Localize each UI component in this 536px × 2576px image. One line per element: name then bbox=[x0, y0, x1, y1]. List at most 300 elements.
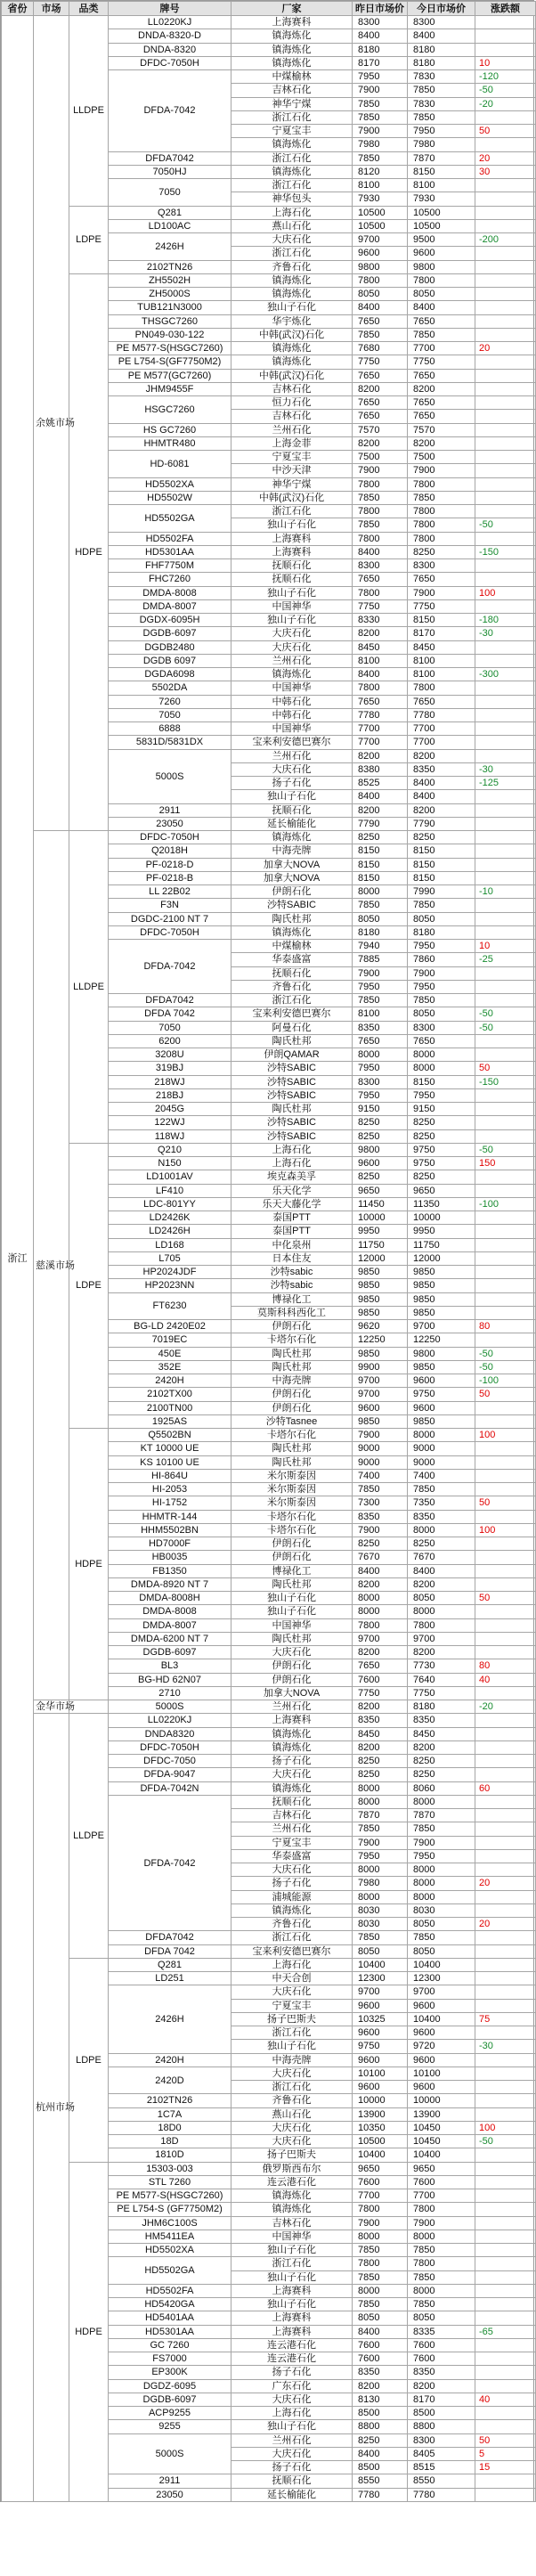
category-cell: LLDPE bbox=[69, 16, 109, 207]
today-price-cell: 9750 bbox=[408, 1157, 475, 1170]
change-cell: 100 bbox=[475, 586, 536, 599]
grade-cell: PE M577(GC7260) bbox=[109, 369, 231, 382]
change-cell bbox=[475, 1577, 536, 1591]
yesterday-price-cell: 8200 bbox=[353, 436, 408, 450]
grade-cell: HHM5502BN bbox=[109, 1523, 231, 1537]
today-price-cell: 8000 bbox=[408, 2230, 475, 2243]
market-cell: 金华市场 bbox=[34, 1700, 69, 1714]
producer-cell: 伊朗石化 bbox=[231, 1537, 353, 1551]
change-cell: 20 bbox=[475, 1918, 536, 1931]
change-cell bbox=[475, 1116, 536, 1129]
yesterday-price-cell: 10350 bbox=[353, 2121, 408, 2134]
change-cell: 20 bbox=[475, 342, 536, 355]
producer-cell: 独山子石化 bbox=[231, 790, 353, 803]
yesterday-price-cell: 9600 bbox=[353, 2026, 408, 2040]
change-cell bbox=[475, 423, 536, 436]
today-price-cell: 8150 bbox=[408, 1075, 475, 1088]
today-price-cell: 8500 bbox=[408, 2407, 475, 2420]
yesterday-price-cell: 9950 bbox=[353, 1225, 408, 1238]
change-cell: -65 bbox=[475, 2325, 536, 2338]
today-price-cell: 7980 bbox=[408, 138, 475, 151]
today-price-cell: 9720 bbox=[408, 2040, 475, 2053]
yesterday-price-cell: 9750 bbox=[353, 2040, 408, 2053]
today-price-cell: 8250 bbox=[408, 545, 475, 558]
change-cell bbox=[475, 1306, 536, 1319]
yesterday-price-cell: 8200 bbox=[353, 2379, 408, 2393]
grade-cell: 218BJ bbox=[109, 1088, 231, 1102]
category-cell: LDPE bbox=[69, 1143, 109, 1428]
change-cell bbox=[475, 1225, 536, 1238]
today-price-cell: 9850 bbox=[408, 1414, 475, 1428]
today-price-cell: 7800 bbox=[408, 273, 475, 287]
grade-cell: PF-0218-B bbox=[109, 871, 231, 884]
producer-cell: 中国神华 bbox=[231, 599, 353, 613]
yesterday-price-cell: 8250 bbox=[353, 1170, 408, 1184]
grade-cell: DFDA7042 bbox=[109, 1931, 231, 1944]
change-cell bbox=[475, 858, 536, 871]
today-price-cell: 8800 bbox=[408, 2420, 475, 2433]
change-cell bbox=[475, 1088, 536, 1102]
today-price-cell: 8450 bbox=[408, 1727, 475, 1740]
yesterday-price-cell: 7600 bbox=[353, 2175, 408, 2189]
today-price-cell: 8350 bbox=[408, 1714, 475, 1727]
producer-cell: 中韩(武汉)石化 bbox=[231, 369, 353, 382]
yesterday-price-cell: 8150 bbox=[353, 844, 408, 858]
change-cell bbox=[475, 1048, 536, 1062]
change-cell: -50 bbox=[475, 518, 536, 532]
change-cell bbox=[475, 1034, 536, 1048]
change-cell: 50 bbox=[475, 2433, 536, 2447]
grade-cell: HD5420GA bbox=[109, 2298, 231, 2311]
change-cell bbox=[475, 110, 536, 124]
today-price-cell: 7650 bbox=[408, 410, 475, 423]
change-cell bbox=[475, 654, 536, 667]
grade-cell: Q281 bbox=[109, 206, 231, 219]
grade-cell: DFDC-7050H bbox=[109, 56, 231, 69]
grade-cell: 7050 bbox=[109, 1021, 231, 1034]
change-cell: 50 bbox=[475, 125, 536, 138]
today-price-cell: 8350 bbox=[408, 762, 475, 776]
grade-cell: 7050 bbox=[109, 708, 231, 721]
yesterday-price-cell: 7650 bbox=[353, 695, 408, 708]
yesterday-price-cell: 9650 bbox=[353, 1184, 408, 1197]
grade-cell: LF410 bbox=[109, 1184, 231, 1197]
yesterday-price-cell: 7850 bbox=[353, 1822, 408, 1836]
producer-cell: 中韩(武汉)石化 bbox=[231, 328, 353, 341]
producer-cell: 浙江石化 bbox=[231, 247, 353, 260]
producer-cell: 镇海炼化 bbox=[231, 831, 353, 844]
today-price-cell: 12250 bbox=[408, 1333, 475, 1347]
today-price-cell: 9600 bbox=[408, 2026, 475, 2040]
producer-cell: 卡塔尔石化 bbox=[231, 1523, 353, 1537]
change-cell bbox=[475, 2379, 536, 2393]
today-price-cell: 7930 bbox=[408, 192, 475, 206]
grade-cell: HD5502W bbox=[109, 491, 231, 504]
producer-cell: 兰州石化 bbox=[231, 1700, 353, 1714]
change-cell bbox=[475, 1849, 536, 1863]
producer-cell: 镇海炼化 bbox=[231, 138, 353, 151]
producer-cell: 陶氏杜邦 bbox=[231, 1360, 353, 1374]
category-cell: LDPE bbox=[69, 206, 109, 273]
yesterday-price-cell: 8350 bbox=[353, 1021, 408, 1034]
today-price-cell: 10100 bbox=[408, 2067, 475, 2080]
producer-cell: 浙江石化 bbox=[231, 2257, 353, 2270]
yesterday-price-cell: 8180 bbox=[353, 925, 408, 939]
producer-cell: 沙特SABIC bbox=[231, 1116, 353, 1129]
yesterday-price-cell: 7780 bbox=[353, 708, 408, 721]
producer-cell: 镇海炼化 bbox=[231, 1903, 353, 1917]
producer-cell: 伊朗石化 bbox=[231, 1388, 353, 1401]
yesterday-price-cell: 7900 bbox=[353, 1836, 408, 1849]
change-cell bbox=[475, 2257, 536, 2270]
yesterday-price-cell: 7700 bbox=[353, 722, 408, 736]
today-price-cell: 7650 bbox=[408, 314, 475, 328]
grade-cell: 1810D bbox=[109, 2148, 231, 2162]
grade-cell: DFDA-7042 bbox=[109, 940, 231, 994]
grade-cell: DFDC-7050H bbox=[109, 831, 231, 844]
today-price-cell: 7850 bbox=[408, 328, 475, 341]
change-cell bbox=[475, 314, 536, 328]
producer-cell: 镇海炼化 bbox=[231, 1727, 353, 1740]
producer-cell: 上海赛科 bbox=[231, 2284, 353, 2297]
producer-cell: 扬子石化 bbox=[231, 2461, 353, 2474]
grade-cell: BL3 bbox=[109, 1659, 231, 1673]
change-cell bbox=[475, 2230, 536, 2243]
today-price-cell: 8150 bbox=[408, 844, 475, 858]
grade-cell: HD5401AA bbox=[109, 2311, 231, 2325]
today-price-cell: 8000 bbox=[408, 1877, 475, 1890]
producer-cell: 镇海炼化 bbox=[231, 342, 353, 355]
price-row bbox=[2, 1143, 536, 1156]
producer-cell: 上海石化 bbox=[231, 1157, 353, 1170]
yesterday-price-cell: 8380 bbox=[353, 762, 408, 776]
today-price-cell: 7750 bbox=[408, 1686, 475, 1700]
producer-cell: 镇海炼化 bbox=[231, 1781, 353, 1795]
price-row bbox=[2, 16, 536, 29]
today-price-cell: 13900 bbox=[408, 2107, 475, 2121]
today-price-cell: 8030 bbox=[408, 1903, 475, 1917]
today-price-cell: 8000 bbox=[408, 2284, 475, 2297]
grade-cell: HD7000F bbox=[109, 1537, 231, 1551]
producer-cell: 上海石化 bbox=[231, 2407, 353, 2420]
change-cell bbox=[475, 1292, 536, 1306]
today-price-cell: 8300 bbox=[408, 559, 475, 573]
category-cell bbox=[69, 1700, 109, 1714]
producer-cell: 兰州石化 bbox=[231, 654, 353, 667]
producer-cell: 独山子石化 bbox=[231, 2040, 353, 2053]
change-cell bbox=[475, 328, 536, 341]
yesterday-price-cell: 7650 bbox=[353, 369, 408, 382]
change-cell bbox=[475, 749, 536, 762]
yesterday-price-cell: 7885 bbox=[353, 953, 408, 966]
grade-cell: 18D bbox=[109, 2135, 231, 2148]
producer-cell: 抚顺石化 bbox=[231, 2474, 353, 2488]
today-price-cell: 8250 bbox=[408, 1170, 475, 1184]
today-price-cell: 7850 bbox=[408, 491, 475, 504]
today-price-cell: 9750 bbox=[408, 1388, 475, 1401]
grade-cell: DGDC-2100 NT 7 bbox=[109, 912, 231, 925]
change-cell bbox=[475, 1537, 536, 1551]
producer-cell: 阿曼石化 bbox=[231, 1021, 353, 1034]
change-cell: -20 bbox=[475, 97, 536, 110]
yesterday-price-cell: 8000 bbox=[353, 1890, 408, 1903]
yesterday-price-cell: 10400 bbox=[353, 2148, 408, 2162]
grade-cell: 2102TX00 bbox=[109, 1388, 231, 1401]
yesterday-price-cell: 7700 bbox=[353, 736, 408, 749]
change-cell bbox=[475, 2026, 536, 2040]
grade-cell: 9255 bbox=[109, 2420, 231, 2433]
today-price-cell: 7670 bbox=[408, 1551, 475, 1564]
today-price-cell: 7950 bbox=[408, 1849, 475, 1863]
producer-cell: 上海赛科 bbox=[231, 16, 353, 29]
today-price-cell: 9950 bbox=[408, 1225, 475, 1238]
today-price-cell: 7850 bbox=[408, 2270, 475, 2284]
yesterday-price-cell: 8250 bbox=[353, 1129, 408, 1143]
grade-cell: DGDB 6097 bbox=[109, 654, 231, 667]
grade-cell: GC 7260 bbox=[109, 2338, 231, 2352]
change-cell: -50 bbox=[475, 1021, 536, 1034]
change-cell bbox=[475, 301, 536, 314]
change-cell bbox=[475, 1564, 536, 1577]
change-cell: -50 bbox=[475, 1143, 536, 1156]
producer-cell: 吉林石化 bbox=[231, 2216, 353, 2230]
today-price-cell: 11750 bbox=[408, 1238, 475, 1251]
change-cell: 50 bbox=[475, 1592, 536, 1605]
grade-cell: PE L754-S (GF7750M2) bbox=[109, 2203, 231, 2216]
today-price-cell: 7950 bbox=[408, 940, 475, 953]
producer-cell: 浙江石化 bbox=[231, 1931, 353, 1944]
producer-cell: 镇海炼化 bbox=[231, 288, 353, 301]
change-cell bbox=[475, 1903, 536, 1917]
today-price-cell: 8180 bbox=[408, 43, 475, 56]
today-price-cell: 8250 bbox=[408, 831, 475, 844]
producer-cell: 伊朗石化 bbox=[231, 1401, 353, 1414]
grade-cell: LDC-801YY bbox=[109, 1197, 231, 1211]
producer-cell: 沙特SABIC bbox=[231, 1129, 353, 1143]
change-cell bbox=[475, 1129, 536, 1143]
change-cell bbox=[475, 1469, 536, 1482]
grade-cell: DGDB-6097 bbox=[109, 627, 231, 640]
yesterday-price-cell: 7650 bbox=[353, 410, 408, 423]
change-cell bbox=[475, 2175, 536, 2189]
grade-cell: 218WJ bbox=[109, 1075, 231, 1088]
today-price-cell: 8250 bbox=[408, 1768, 475, 1781]
today-price-cell: 7780 bbox=[408, 708, 475, 721]
producer-cell: 大庆石化 bbox=[231, 2393, 353, 2406]
yesterday-price-cell: 8400 bbox=[353, 545, 408, 558]
change-cell bbox=[475, 871, 536, 884]
yesterday-price-cell: 8030 bbox=[353, 1903, 408, 1917]
yesterday-price-cell: 7850 bbox=[353, 994, 408, 1007]
yesterday-price-cell: 8400 bbox=[353, 2447, 408, 2460]
producer-cell: 吉林石化 bbox=[231, 1809, 353, 1822]
today-price-cell: 8050 bbox=[408, 1007, 475, 1021]
today-price-cell: 8000 bbox=[408, 1062, 475, 1075]
grade-cell: 2102TN26 bbox=[109, 2094, 231, 2107]
today-price-cell: 7800 bbox=[408, 2203, 475, 2216]
yesterday-price-cell: 7980 bbox=[353, 138, 408, 151]
today-price-cell: 7900 bbox=[408, 966, 475, 980]
grade-cell: HD5502FA bbox=[109, 532, 231, 545]
grade-cell: JHM9455F bbox=[109, 382, 231, 395]
header-province: 省份 bbox=[2, 2, 34, 16]
change-cell: -30 bbox=[475, 2040, 536, 2053]
today-price-cell: 7350 bbox=[408, 1496, 475, 1510]
producer-cell: 连云港石化 bbox=[231, 2175, 353, 2189]
producer-cell: 上海石化 bbox=[231, 1143, 353, 1156]
producer-cell: 吉林石化 bbox=[231, 84, 353, 97]
change-cell: 100 bbox=[475, 1523, 536, 1537]
grade-cell: HI-864U bbox=[109, 1469, 231, 1482]
producer-cell: 埃克森美孚 bbox=[231, 1170, 353, 1184]
today-price-cell: 8550 bbox=[408, 2474, 475, 2488]
grade-cell: BG-LD 2420E02 bbox=[109, 1320, 231, 1333]
yesterday-price-cell: 8000 bbox=[353, 1781, 408, 1795]
grade-cell: HD5502GA bbox=[109, 505, 231, 533]
grade-cell: STL 7260 bbox=[109, 2175, 231, 2189]
grade-cell: 6888 bbox=[109, 722, 231, 736]
header-yesterday: 昨日市场价 bbox=[353, 2, 408, 16]
producer-cell: 伊朗石化 bbox=[231, 1551, 353, 1564]
producer-cell: 中海壳牌 bbox=[231, 2053, 353, 2067]
producer-cell: 沙特Tasnee bbox=[231, 1414, 353, 1428]
grade-cell: EP300K bbox=[109, 2366, 231, 2379]
yesterday-price-cell: 8800 bbox=[353, 2420, 408, 2433]
change-cell: -10 bbox=[475, 885, 536, 899]
producer-cell: 泰国PTT bbox=[231, 1225, 353, 1238]
yesterday-price-cell: 11450 bbox=[353, 1197, 408, 1211]
producer-cell: 镇海炼化 bbox=[231, 925, 353, 939]
change-cell bbox=[475, 2270, 536, 2284]
producer-cell: 中韩(武汉)石化 bbox=[231, 491, 353, 504]
grade-cell: FB1350 bbox=[109, 1564, 231, 1577]
grade-cell: 2426H bbox=[109, 233, 231, 261]
today-price-cell: 8250 bbox=[408, 1755, 475, 1768]
yesterday-price-cell: 8200 bbox=[353, 803, 408, 817]
grade-cell: DFDC-7050 bbox=[109, 1755, 231, 1768]
grade-cell: DFDC-7050H bbox=[109, 1740, 231, 1754]
change-cell bbox=[475, 1483, 536, 1496]
producer-cell: 宁夏宝丰 bbox=[231, 1836, 353, 1849]
today-price-cell: 8180 bbox=[408, 925, 475, 939]
producer-cell: 中韩石化 bbox=[231, 708, 353, 721]
grade-cell: DFDA-7042 bbox=[109, 1795, 231, 1931]
today-price-cell: 8170 bbox=[408, 2393, 475, 2406]
today-price-cell: 8200 bbox=[408, 749, 475, 762]
producer-cell: 独山子石化 bbox=[231, 1605, 353, 1618]
producer-cell: 扬子石化 bbox=[231, 777, 353, 790]
producer-cell: 陶氏杜邦 bbox=[231, 1103, 353, 1116]
today-price-cell: 8250 bbox=[408, 1537, 475, 1551]
yesterday-price-cell: 8000 bbox=[353, 1795, 408, 1808]
yesterday-price-cell: 7950 bbox=[353, 1062, 408, 1075]
today-price-cell: 11350 bbox=[408, 1197, 475, 1211]
yesterday-price-cell: 10400 bbox=[353, 1958, 408, 1971]
change-cell bbox=[475, 2311, 536, 2325]
yesterday-price-cell: 9850 bbox=[353, 1266, 408, 1279]
yesterday-price-cell: 7800 bbox=[353, 586, 408, 599]
change-cell bbox=[475, 1442, 536, 1455]
yesterday-price-cell: 9700 bbox=[353, 1632, 408, 1645]
change-cell bbox=[475, 1999, 536, 2012]
today-price-cell: 9800 bbox=[408, 1347, 475, 1360]
yesterday-price-cell: 9600 bbox=[353, 2053, 408, 2067]
change-cell bbox=[475, 2203, 536, 2216]
today-price-cell: 9650 bbox=[408, 1184, 475, 1197]
today-price-cell: 7780 bbox=[408, 2488, 475, 2501]
yesterday-price-cell: 8200 bbox=[353, 1646, 408, 1659]
yesterday-price-cell: 8350 bbox=[353, 1510, 408, 1523]
today-price-cell: 8060 bbox=[408, 1781, 475, 1795]
change-cell: 60 bbox=[475, 1781, 536, 1795]
yesterday-price-cell: 8200 bbox=[353, 1700, 408, 1714]
grade-cell: DNDA-8320-D bbox=[109, 29, 231, 43]
grade-cell: Q281 bbox=[109, 1958, 231, 1971]
producer-cell: 独山子石化 bbox=[231, 1592, 353, 1605]
grade-cell: PN049-030-122 bbox=[109, 328, 231, 341]
producer-cell: 齐鲁石化 bbox=[231, 1918, 353, 1931]
header-row bbox=[2, 2, 536, 16]
grade-cell: N150 bbox=[109, 1157, 231, 1170]
yesterday-price-cell: 8525 bbox=[353, 777, 408, 790]
change-cell: -150 bbox=[475, 545, 536, 558]
producer-cell: 中化泉州 bbox=[231, 1238, 353, 1251]
today-price-cell: 8000 bbox=[408, 1523, 475, 1537]
yesterday-price-cell: 7800 bbox=[353, 532, 408, 545]
change-cell bbox=[475, 1795, 536, 1808]
today-price-cell: 8200 bbox=[408, 1646, 475, 1659]
today-price-cell: 7650 bbox=[408, 573, 475, 586]
today-price-cell: 8100 bbox=[408, 654, 475, 667]
grade-cell: 2420H bbox=[109, 1374, 231, 1388]
yesterday-price-cell: 9850 bbox=[353, 1414, 408, 1428]
producer-cell: 恒力石化 bbox=[231, 396, 353, 410]
yesterday-price-cell: 7800 bbox=[353, 477, 408, 491]
change-cell bbox=[475, 1944, 536, 1958]
today-price-cell: 8400 bbox=[408, 790, 475, 803]
producer-cell: 浦城能源 bbox=[231, 1890, 353, 1903]
grade-cell: JHM6C100S bbox=[109, 2216, 231, 2230]
producer-cell: 延长榆能化 bbox=[231, 817, 353, 830]
producer-cell: 浙江石化 bbox=[231, 110, 353, 124]
yesterday-price-cell: 9600 bbox=[353, 1157, 408, 1170]
producer-cell: 大庆石化 bbox=[231, 1646, 353, 1659]
yesterday-price-cell: 8450 bbox=[353, 640, 408, 654]
today-price-cell: 8170 bbox=[408, 627, 475, 640]
yesterday-price-cell: 9650 bbox=[353, 2162, 408, 2175]
change-cell bbox=[475, 2067, 536, 2080]
change-cell: -120 bbox=[475, 70, 536, 84]
grade-cell: LD2426H bbox=[109, 1225, 231, 1238]
yesterday-price-cell: 8200 bbox=[353, 1740, 408, 1754]
change-cell bbox=[475, 1809, 536, 1822]
grade-cell: KT 10000 UE bbox=[109, 1442, 231, 1455]
price-row bbox=[2, 273, 536, 287]
change-cell bbox=[475, 1401, 536, 1414]
today-price-cell: 8200 bbox=[408, 382, 475, 395]
change-cell bbox=[475, 736, 536, 749]
change-cell bbox=[475, 1972, 536, 1985]
yesterday-price-cell: 8100 bbox=[353, 1007, 408, 1021]
today-price-cell: 7850 bbox=[408, 84, 475, 97]
change-cell bbox=[475, 912, 536, 925]
today-price-cell: 9850 bbox=[408, 1360, 475, 1374]
today-price-cell: 8000 bbox=[408, 1048, 475, 1062]
yesterday-price-cell: 7850 bbox=[353, 97, 408, 110]
yesterday-price-cell: 8150 bbox=[353, 858, 408, 871]
change-cell bbox=[475, 980, 536, 993]
yesterday-price-cell: 8050 bbox=[353, 1944, 408, 1958]
